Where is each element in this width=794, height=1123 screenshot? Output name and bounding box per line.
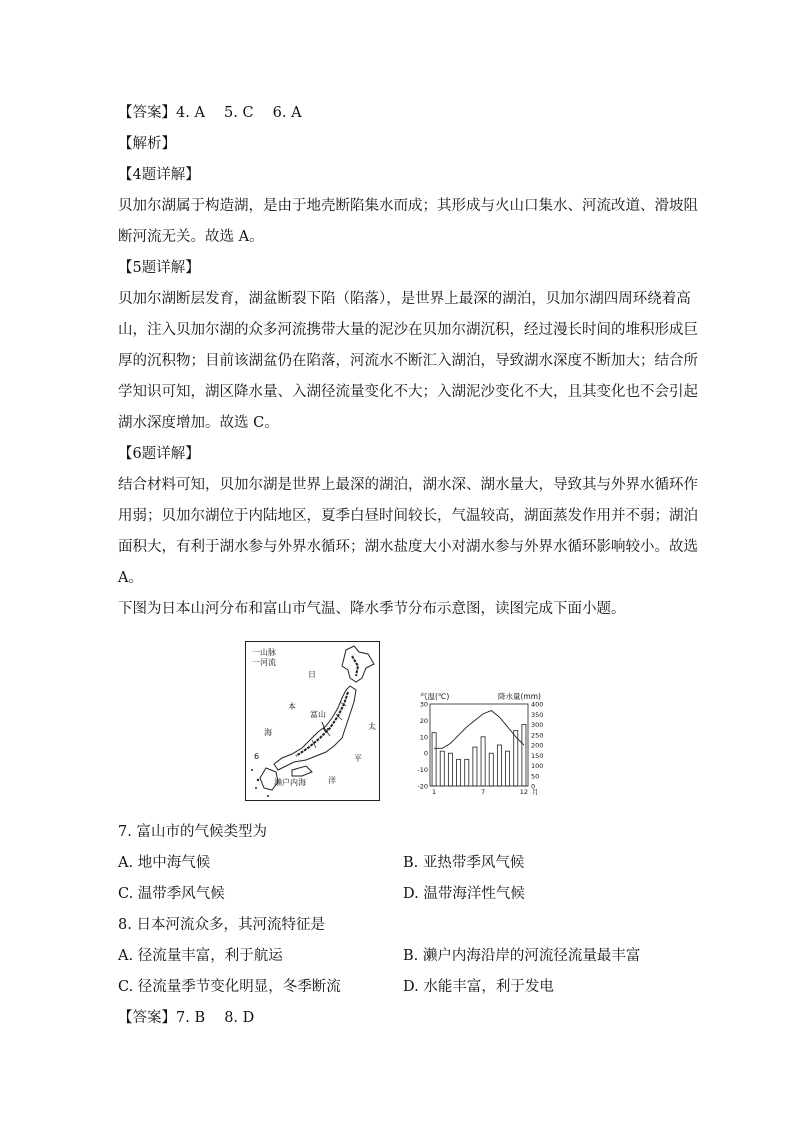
map-label-hai: 海: [264, 728, 272, 737]
precipitation-bar: [506, 751, 510, 786]
q6-text-line: A。: [118, 570, 143, 586]
left-tick-label: -20: [417, 782, 428, 791]
map-label-small: 6: [254, 752, 260, 761]
right-tick-group: [531, 701, 543, 791]
precipitation-bar: [489, 753, 493, 786]
mountain-ridge: [352, 656, 358, 676]
precipitation-bar: [473, 747, 477, 786]
x-unit-label: 月: [531, 788, 539, 796]
legend-mountain: 一山脉: [252, 648, 276, 657]
honshu-outline: [274, 686, 356, 770]
left-tick-label: 20: [419, 716, 428, 725]
island-dot: [251, 769, 253, 771]
x-tick-label: 7: [481, 788, 486, 796]
q7-option-d[interactable]: D. 温带海洋性气候: [403, 886, 525, 902]
hokkaido-outline: [342, 646, 374, 682]
q5-text-line: 厚的沉积物；目前该湖盆仍在陷落，河流水不断汇入湖泊，导致湖水深度不断加大；结合所: [118, 353, 698, 369]
question-7: 7. 富山市的气候类型为: [118, 824, 267, 840]
island-dot: [255, 787, 257, 789]
map-label-yang: 洋: [328, 776, 336, 785]
precipitation-bar: [432, 733, 436, 786]
q5-detail-heading: 【5题详解】: [118, 260, 200, 276]
right-tick-label: 200: [531, 741, 544, 750]
map-label-tai: 太: [368, 722, 376, 731]
q8-option-d[interactable]: D. 水能丰富，利于发电: [403, 979, 554, 995]
right-tick-label: 150: [531, 751, 544, 760]
right-tick-label: 350: [531, 710, 544, 719]
map-label-toyama: 富山: [310, 710, 326, 719]
question-8: 8. 日本河流众多，其河流特征是: [118, 917, 325, 933]
left-tick-label: 0: [423, 749, 428, 758]
q5-text-line: 山，注入贝加尔湖的众多河流携带大量的泥沙在贝加尔湖沉积，经过漫长时间的堆积形成巨: [118, 322, 698, 338]
right-axis-label: 降水量(mm): [498, 692, 541, 701]
shikoku-outline: [292, 766, 312, 776]
right-tick-label: 300: [531, 721, 544, 729]
q5-text-line: 湖水深度增加。故选 C。: [118, 415, 279, 431]
right-tick-label: 0: [531, 782, 536, 791]
q6-text-line: 用弱；贝加尔湖位于内陆地区，夏季白昼时间较长，气温较高，湖面蒸发作用并不弱；湖泊: [118, 508, 698, 524]
island-dot: [267, 795, 269, 797]
left-tick-group: [417, 701, 428, 791]
right-tick-label: 250: [531, 731, 544, 740]
plot-frame: [430, 704, 528, 786]
answer-line-7-8: 【答案】7. B 8. D: [118, 1010, 255, 1026]
q7-option-b[interactable]: B. 亚热带季风气候: [403, 855, 525, 871]
right-tick-label: 100: [531, 762, 544, 770]
q7-option-c[interactable]: C. 温带季风气候: [118, 886, 225, 902]
climate-chart-svg: [408, 690, 553, 802]
precipitation-bar: [457, 759, 461, 786]
answer-line-4-6: 【答案】4. A 5. C 6. A: [118, 105, 302, 121]
q4-detail-heading: 【4题详解】: [118, 167, 200, 183]
precipitation-bars: [432, 725, 526, 787]
q8-option-b[interactable]: B. 濑户内海沿岸的河流径流量最丰富: [403, 948, 641, 964]
left-tick-label: -10: [417, 766, 428, 775]
precipitation-bar: [440, 751, 444, 786]
analysis-heading: 【解析】: [118, 136, 176, 152]
x-tick-group: [432, 788, 538, 796]
x-tick-label: 1: [432, 788, 437, 796]
legend-river: 一河流: [252, 658, 276, 667]
figure-intro: 下图为日本山河分布和富山市气温、降水季节分布示意图，读图完成下面小题。: [118, 601, 626, 617]
q8-option-a[interactable]: A. 径流量丰富，利于航运: [118, 948, 283, 964]
precipitation-bar: [448, 753, 452, 786]
precipitation-bar: [465, 759, 469, 786]
temperature-line: [434, 711, 524, 749]
map-label-ben: 本: [288, 702, 296, 711]
climate-chart: [408, 690, 553, 802]
right-tick-label: 400: [531, 700, 544, 709]
q5-text-line: 贝加尔湖断层发育，湖盆断裂下陷（陷落），是世界上最深的湖泊，贝加尔湖四周环绕着高: [118, 291, 691, 307]
right-tick-label: 50: [531, 772, 540, 781]
left-tick-label: 10: [419, 733, 428, 742]
q4-text-line: 贝加尔湖属于构造湖，是由于地壳断陷集水而成；其形成与火山口集水、河流改道、滑坡阻: [118, 198, 698, 214]
left-tick-label: 30: [419, 700, 428, 709]
precipitation-bar: [522, 725, 526, 787]
q4-text-line: 断河流无关。故选 A。: [118, 229, 264, 245]
q7-option-a[interactable]: A. 地中海气候: [118, 855, 211, 871]
x-tick-label: 12: [519, 788, 529, 796]
island-dot: [257, 779, 259, 781]
japan-map-figure: [245, 641, 380, 801]
q6-text-line: 结合材料可知，贝加尔湖是世界上最深的湖泊，湖水深、湖水量大，导致其与外界水循环作: [118, 477, 698, 493]
precipitation-bar: [514, 731, 518, 786]
q5-text-line: 学知识可知，湖区降水量、入湖径流量变化不大；入湖泥沙变化不大，且其变化也不会引起: [118, 384, 698, 400]
q6-detail-heading: 【6题详解】: [118, 446, 200, 462]
precipitation-bar: [497, 745, 501, 786]
left-axis-label: 气温(℃): [420, 692, 450, 701]
precipitation-bar: [481, 737, 485, 786]
map-label-seto: 濑户内海: [274, 778, 306, 787]
q8-option-c[interactable]: C. 径流量季节变化明显，冬季断流: [118, 979, 341, 995]
map-label-ping: 平: [354, 754, 362, 763]
q6-text-line: 面积大，有利于湖水参与外界水循环；湖水盐度大小对湖水参与外界水循环影响较小。故选: [118, 539, 698, 555]
map-label-ri: 日: [308, 670, 316, 679]
